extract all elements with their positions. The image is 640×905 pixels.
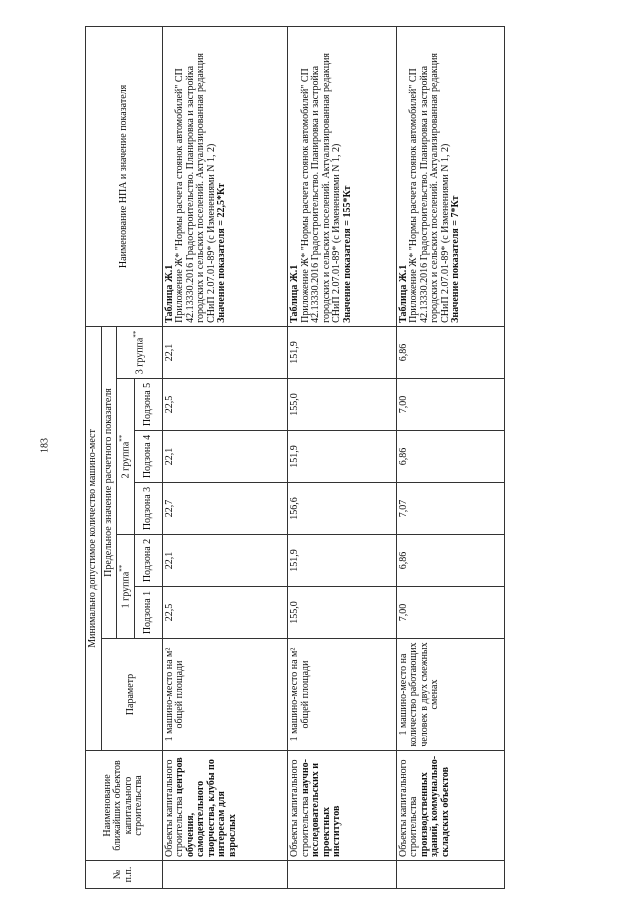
header-group3: 3 группа** — [117, 326, 163, 378]
row-value: 151,9 — [288, 326, 396, 378]
header-group2: 2 группа** — [117, 379, 135, 535]
row-value: 156,6 — [288, 483, 396, 535]
header-subzone2: Подзона 2 — [134, 535, 162, 587]
parking-norms-table — [85, 26, 505, 889]
row-value: 7,07 — [396, 483, 504, 535]
row-value: 6,86 — [396, 326, 504, 378]
header-npa: Наименование НПА и значение показателя — [86, 26, 163, 326]
row-npa: Таблица Ж.1 Приложение Ж* "Нормы расчета стоянок автомобилей" СП 42.13330.2016 Градостроительство. Планировка и застройка городских и сельских поселений. Актуализированная редакция СНиП 2.07.01-89* (с Изменениями N 1, 2) Значение показателя = 7*Кт — [396, 26, 504, 326]
header-subzone3: Подзона 3 — [134, 483, 162, 535]
header-group1: 1 группа** — [117, 535, 135, 639]
row-value: 151,9 — [288, 535, 396, 587]
row-value: 6,86 — [396, 431, 504, 483]
header-limit: Предельное значение расчетного показателя — [101, 326, 117, 638]
table-row — [162, 26, 287, 888]
header-parameter: Параметр — [101, 639, 162, 751]
header-subzone5: Подзона 5 — [134, 379, 162, 431]
row-value: 6,86 — [396, 535, 504, 587]
row-value: 7,00 — [396, 587, 504, 639]
header-min-spaces: Минимально допустимое количество машино-мест — [86, 326, 102, 750]
row-value: 155,0 — [288, 379, 396, 431]
row-value: 151,9 — [288, 431, 396, 483]
row-object: Объекты капитального строительства производственных зданий, коммунально-складских объектов — [396, 751, 504, 861]
table-row — [288, 26, 396, 888]
row-object: Объекты капитального строительства научно-исследовательских и проектных институтов — [288, 751, 396, 861]
rotated-table-wrapper — [85, 27, 505, 889]
row-value: 22,5 — [162, 379, 287, 431]
row-value: 22,1 — [162, 431, 287, 483]
row-object: Объекты капитального строительства центров обучения, самодеятельного творчества, клубы по интересам для взрослых — [162, 751, 287, 861]
header-subzone1: Подзона 1 — [134, 587, 162, 639]
row-parameter: 1 машино-место на м² общей площади — [288, 639, 396, 751]
row-value: 22,5 — [162, 587, 287, 639]
row-npa: Таблица Ж.1 Приложение Ж* "Нормы расчета стоянок автомобилей" СП 42.13330.2016 Градостроительство. Планировка и застройка городских и сельских поселений. Актуализированная редакция СНиП 2.07.01-89* (с Изменениями N 1, 2) Значение показателя = 22,5*Кт — [162, 26, 287, 326]
row-value: 22,1 — [162, 326, 287, 378]
row-num — [288, 861, 396, 889]
row-value: 22,7 — [162, 483, 287, 535]
row-value: 22,1 — [162, 535, 287, 587]
page-number: 183 — [39, 438, 51, 453]
row-parameter: 1 машино-место на м² общей площади — [162, 639, 287, 751]
row-parameter: 1 машино-место на количество работающих человек в двух смежных сменах — [396, 639, 504, 751]
row-num — [162, 861, 287, 889]
header-object: Наименование ближайших объектов капитального строительства — [86, 751, 163, 861]
row-npa: Таблица Ж.1 Приложение Ж* "Нормы расчета стоянок автомобилей" СП 42.13330.2016 Градостроительство. Планировка и застройка городских и сельских поселений. Актуализированная редакция СНиП 2.07.01-89* (с Изменениями N 1, 2) Значение показателя = 155*Кт — [288, 26, 396, 326]
row-value: 7,00 — [396, 379, 504, 431]
table-row — [396, 26, 504, 888]
header-num: № п.п. — [86, 861, 163, 889]
header-subzone4: Подзона 4 — [134, 431, 162, 483]
row-num — [396, 861, 504, 889]
row-value: 155,0 — [288, 587, 396, 639]
